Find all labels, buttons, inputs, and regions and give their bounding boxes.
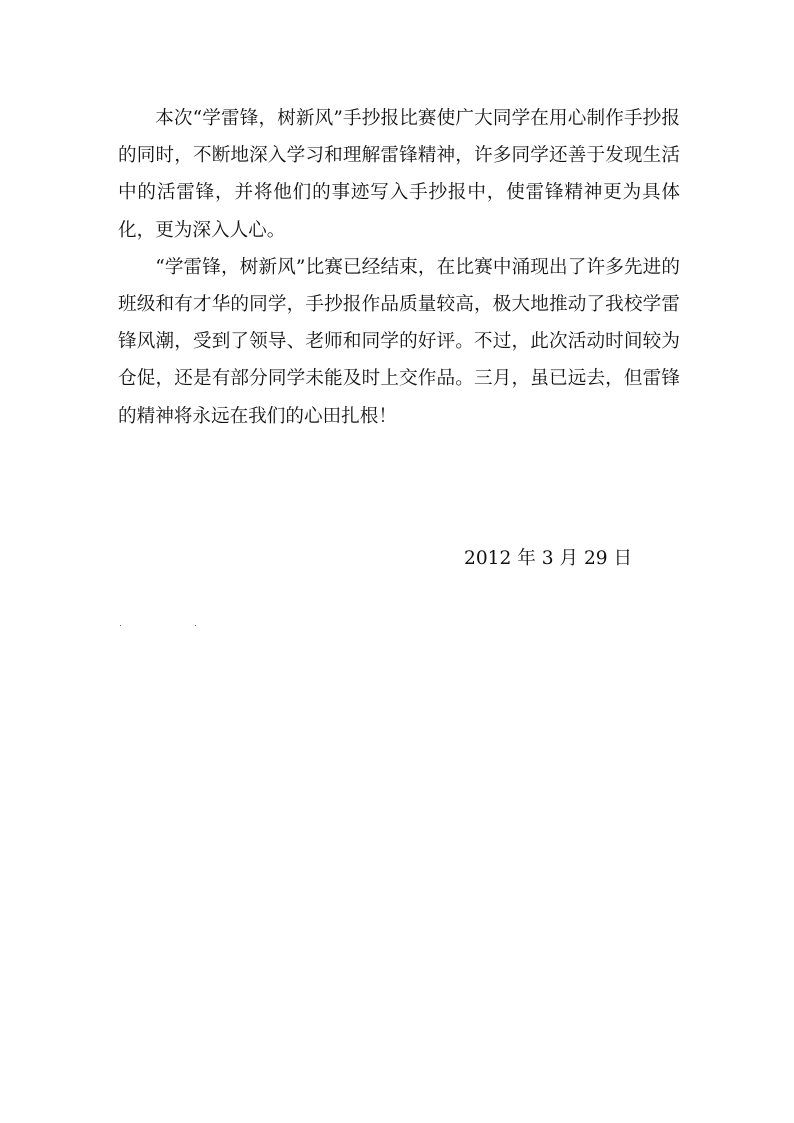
document-body	[118, 100, 680, 435]
stray-mark	[120, 625, 121, 626]
stray-mark	[195, 625, 196, 626]
paragraph-2: “学雷锋，树新风”比赛已经结束，在比赛中涌现出了许多先进的班级和有才华的同学，手抄报作品质量较高，极大地推动了我校学雷锋风潮，受到了领导、老师和同学的好评。不过，此次活动时间较为仓促，还是有部分同学未能及时上交作品。三月，虽已远去，但雷锋的精神将永远在我们的心田扎根！	[118, 256, 680, 427]
document-date: 2012 年 3 月 29 日	[464, 548, 633, 569]
paragraph-1: 本次“学雷锋，树新风”手抄报比赛使广大同学在用心制作手抄报的同时，不断地深入学习和理解雷锋精神，许多同学还善于发现生活中的活雷锋，并将他们的事迹写入手抄报中，使雷锋精神更为具体化，更为深入人心。	[118, 108, 680, 241]
